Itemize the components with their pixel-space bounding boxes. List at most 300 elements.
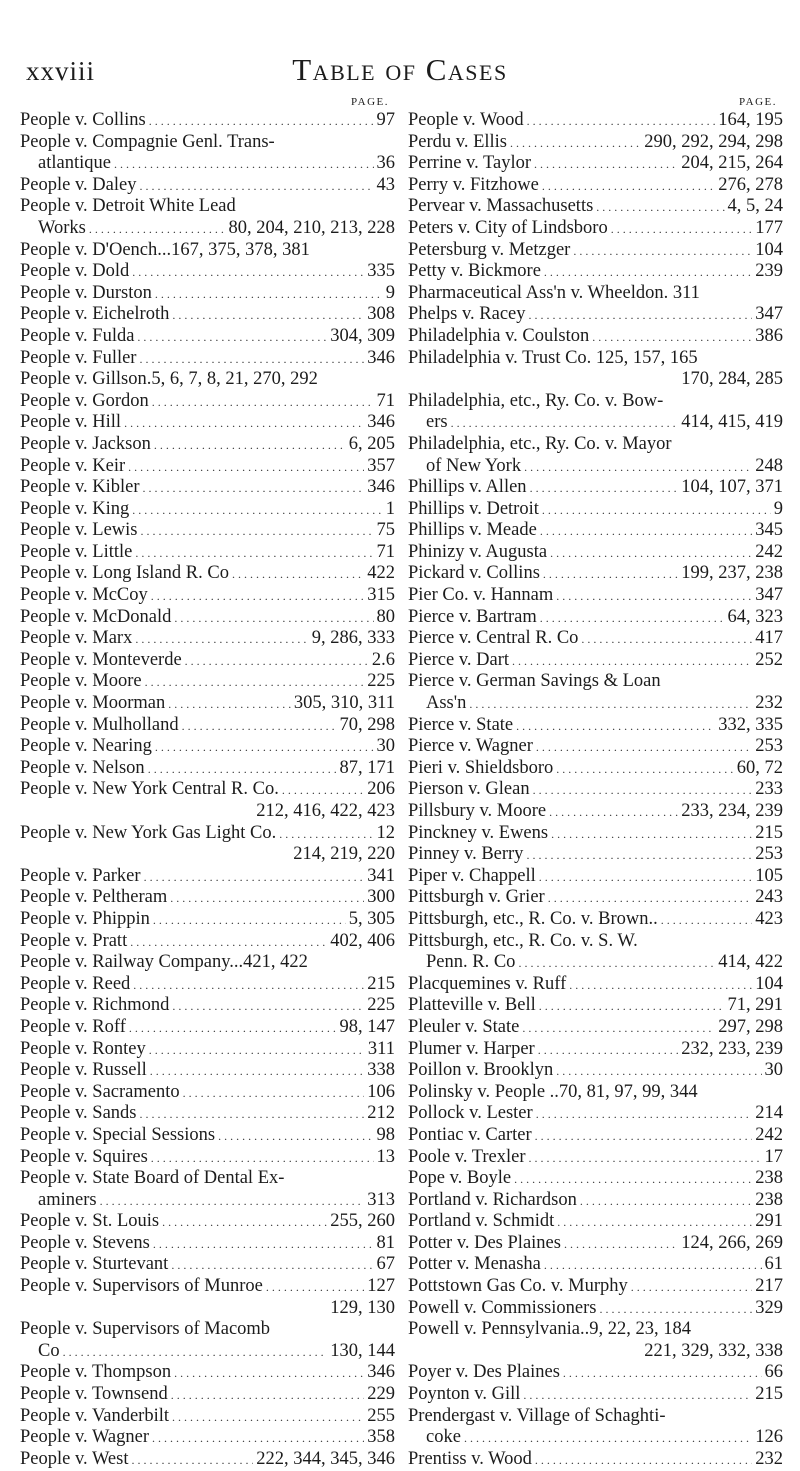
case-entry <box>20 283 395 305</box>
dot-leader <box>631 1276 752 1299</box>
dot-leader <box>132 499 382 522</box>
case-line <box>408 1017 783 1039</box>
page-reference: 164, 195 <box>718 110 783 130</box>
page-reference: 80, 204, 210, 213, 228 <box>228 217 395 238</box>
page-reference: 232, 233, 239 <box>681 1038 783 1059</box>
page-reference: 304, 309 <box>330 325 395 346</box>
case-entry <box>20 1449 395 1471</box>
page-reference: 214 <box>755 1103 783 1124</box>
case-line <box>20 304 395 326</box>
page-reference: 70, 298 <box>339 714 395 735</box>
dot-leader <box>557 1211 752 1234</box>
case-name: Petersburg v. Metzger <box>408 239 571 260</box>
case-line <box>20 671 395 693</box>
case-entry <box>20 585 395 607</box>
dot-leader <box>151 1147 374 1170</box>
page-reference: 204, 215, 264 <box>681 153 783 174</box>
page-reference: 238 <box>755 1168 783 1189</box>
case-name: People v. Nelson <box>20 757 145 778</box>
case-entry <box>20 1103 395 1125</box>
case-name: Pontiac v. Carter <box>408 1124 532 1145</box>
case-entry <box>408 1168 783 1190</box>
case-entry <box>20 1254 395 1276</box>
case-entry <box>408 887 783 909</box>
case-line <box>408 326 783 348</box>
case-line <box>408 758 783 780</box>
case-entry <box>408 1449 783 1471</box>
dot-leader <box>592 326 752 349</box>
page-reference: 329 <box>755 1297 783 1318</box>
case-name: People v. Lewis <box>20 520 138 541</box>
case-line <box>408 391 783 413</box>
case-name: People v. Railway Company...421, 422 <box>20 952 308 973</box>
page-reference: 71, 291 <box>727 995 783 1016</box>
dot-leader <box>153 1233 374 1256</box>
page-reference: 222, 344, 345, 346 <box>256 1448 395 1469</box>
dot-leader <box>282 779 364 802</box>
case-line <box>408 1449 783 1471</box>
dot-leader <box>152 1427 364 1450</box>
dot-leader <box>540 520 752 543</box>
case-line <box>408 1039 783 1061</box>
case-name: People v. Moore <box>20 671 142 692</box>
case-line <box>408 671 783 693</box>
case-line <box>20 542 395 564</box>
case-name: aminers <box>38 1189 97 1210</box>
case-line <box>20 628 395 650</box>
case-line <box>408 650 783 672</box>
case-name: Pittsburgh, etc., R. Co. v. Brown.. <box>408 908 658 929</box>
case-name: Pierce v. Central R. Co <box>408 628 579 649</box>
case-entry <box>20 866 395 888</box>
dot-leader <box>569 974 752 997</box>
dot-leader <box>154 434 346 457</box>
page-reference: 17 <box>764 1146 783 1167</box>
case-line <box>408 1427 783 1449</box>
dot-leader <box>132 261 364 284</box>
case-line <box>408 909 783 931</box>
dot-leader <box>139 348 364 371</box>
dot-leader <box>174 607 373 630</box>
case-line <box>20 348 395 370</box>
case-line <box>408 1319 783 1341</box>
running-header <box>0 40 800 90</box>
dot-leader <box>162 1211 327 1234</box>
page-reference: 311 <box>367 1038 395 1059</box>
case-line <box>408 952 783 974</box>
page-reference: 30 <box>376 736 395 757</box>
case-entry <box>20 1406 395 1428</box>
case-name: People v. Supervisors of Macomb <box>20 1319 271 1340</box>
case-entry <box>408 823 783 845</box>
case-name: atlantique <box>38 153 111 174</box>
case-entry <box>408 736 783 758</box>
case-name: People v. Fuller <box>20 347 137 368</box>
case-entry <box>20 1211 395 1233</box>
case-entry <box>408 1039 783 1061</box>
page-reference: 315 <box>367 585 395 606</box>
case-name: Phinizy v. Augusta <box>408 541 548 562</box>
case-name: People v. Dold <box>20 261 130 282</box>
case-line <box>20 585 395 607</box>
page-reference: 199, 237, 238 <box>681 563 783 584</box>
case-name: People v. Gillson.5, 6, 7, 8, 21, 270, 292 <box>20 369 318 390</box>
dot-leader <box>174 1362 364 1385</box>
case-name: Phillips v. Allen <box>408 477 527 498</box>
case-name: People v. Thompson <box>20 1362 172 1383</box>
case-entry <box>408 801 783 823</box>
case-entry <box>408 1319 783 1362</box>
dot-leader <box>464 1427 752 1450</box>
case-entry <box>20 1427 395 1449</box>
case-entry <box>408 1298 783 1320</box>
case-line <box>20 715 395 737</box>
dot-leader <box>155 736 374 759</box>
case-line <box>20 650 395 672</box>
case-name: People v. Daley <box>20 174 137 195</box>
case-entry <box>408 1147 783 1169</box>
case-entry <box>408 1384 783 1406</box>
dot-leader <box>135 542 373 565</box>
case-entry <box>408 477 783 499</box>
case-line <box>408 866 783 888</box>
case-entry <box>20 650 395 672</box>
case-entry <box>408 132 783 154</box>
dot-leader <box>661 909 752 932</box>
case-line <box>408 823 783 845</box>
case-line <box>20 1319 395 1341</box>
case-name: People v. Long Island R. Co <box>20 563 229 584</box>
case-name: People v. Sacramento <box>20 1081 180 1102</box>
case-name: People v. Kibler <box>20 477 140 498</box>
page-reference: 80 <box>376 606 395 627</box>
case-name: Philadelphia v. Trust Co. 125, 157, 165 <box>408 347 698 368</box>
case-name: Pinney v. Berry <box>408 844 524 865</box>
case-entry <box>20 240 395 262</box>
case-entry <box>20 261 395 283</box>
case-line <box>20 995 395 1017</box>
case-name: People v. Collins <box>20 110 146 130</box>
page-reference: 97 <box>376 110 395 130</box>
page-reference: 300 <box>367 887 395 908</box>
case-name: 170, 284, 285 <box>681 369 783 390</box>
case-line <box>20 175 395 197</box>
case-entry <box>408 520 783 542</box>
case-entry <box>20 499 395 521</box>
case-name: People v. Wagner <box>20 1427 150 1448</box>
page-reference: 332, 335 <box>718 714 783 735</box>
case-entry <box>20 1276 395 1319</box>
case-line <box>20 1449 395 1471</box>
page-reference: 12 <box>376 822 395 843</box>
page-column-label: PAGE. <box>739 96 777 108</box>
dot-leader <box>549 801 678 824</box>
case-name: People v. Nearing <box>20 736 152 757</box>
dot-leader <box>543 563 678 586</box>
case-line <box>408 1233 783 1255</box>
dot-leader <box>599 1298 752 1321</box>
page-reference: 130, 144 <box>330 1340 395 1361</box>
page-reference: 253 <box>755 736 783 757</box>
dot-leader <box>533 779 753 802</box>
dot-leader <box>542 499 771 522</box>
case-name: People v. D'Oench...167, 375, 378, 381 <box>20 239 310 260</box>
dot-leader <box>551 823 752 846</box>
case-name: People v. St. Louis <box>20 1211 160 1232</box>
case-name: Philadelphia v. Coulston <box>408 325 590 346</box>
case-line <box>408 563 783 585</box>
dot-leader <box>168 693 291 716</box>
page-reference: 233, 234, 239 <box>681 801 783 821</box>
case-entry <box>408 1125 783 1147</box>
page-reference: 60, 72 <box>736 757 783 778</box>
dot-leader <box>218 1125 373 1148</box>
case-entry <box>408 715 783 737</box>
case-name: ers <box>426 412 448 433</box>
case-line <box>408 1362 783 1384</box>
page-reference: 242 <box>755 1124 783 1145</box>
page-reference: 36 <box>376 153 395 174</box>
dot-leader <box>171 1254 373 1277</box>
page-reference: 106 <box>367 1081 395 1102</box>
case-entry <box>20 758 395 780</box>
case-entry <box>20 779 395 822</box>
case-name: Portland v. Schmidt <box>408 1211 555 1232</box>
case-entry <box>408 196 783 218</box>
case-name: coke <box>426 1427 461 1448</box>
dot-leader <box>149 110 374 133</box>
case-line <box>20 283 395 305</box>
case-line <box>20 326 395 348</box>
case-entry <box>20 693 395 715</box>
page-reference: 341 <box>367 865 395 886</box>
case-line <box>408 736 783 758</box>
page-reference: 87, 171 <box>339 757 395 778</box>
page-reference: 346 <box>367 347 395 368</box>
case-name: Penn. R. Co <box>426 952 516 973</box>
case-entry <box>408 1211 783 1233</box>
case-entry <box>408 995 783 1017</box>
dot-leader <box>510 132 641 155</box>
case-name: People v. McDonald <box>20 606 172 627</box>
case-line <box>408 931 783 953</box>
case-entry <box>20 196 395 239</box>
case-entry <box>408 434 783 477</box>
case-entry <box>408 542 783 564</box>
dot-leader <box>128 456 364 479</box>
case-name: Pervear v. Massachusetts <box>408 196 594 217</box>
case-name: People v. Supervisors of Munroe <box>20 1276 263 1297</box>
dot-leader <box>469 693 752 716</box>
case-entry <box>408 1362 783 1384</box>
page-reference: 305, 310, 311 <box>293 693 395 714</box>
case-entry <box>20 175 395 197</box>
dot-leader <box>529 1147 762 1170</box>
page-reference: 276, 278 <box>718 174 783 195</box>
page-reference: 4, 5, 24 <box>727 196 783 217</box>
dot-leader <box>535 1449 752 1471</box>
case-line <box>20 1406 395 1428</box>
case-name: Pittsburgh v. Grier <box>408 887 545 908</box>
dot-leader <box>540 607 725 630</box>
page-reference: 357 <box>367 455 395 476</box>
case-entry <box>20 823 395 866</box>
dot-leader <box>266 1276 364 1299</box>
dot-leader <box>155 283 383 306</box>
case-entry <box>408 175 783 197</box>
case-name: Powell v. Commissioners <box>408 1297 597 1318</box>
page-reference: 239 <box>755 261 783 282</box>
case-line <box>408 283 783 305</box>
case-name: Perry v. Fitzhowe <box>408 174 539 195</box>
case-line <box>20 563 395 585</box>
case-line <box>408 261 783 283</box>
case-line <box>20 110 395 132</box>
case-line <box>408 628 783 650</box>
dot-leader <box>150 1060 364 1083</box>
case-line <box>20 1190 395 1212</box>
page-reference: 98, 147 <box>339 1016 395 1037</box>
case-name: People v. Reed <box>20 973 131 994</box>
left-column <box>20 94 395 1470</box>
case-name: People v. New York Gas Light Co. <box>20 822 277 843</box>
dot-leader <box>538 1039 679 1062</box>
case-line <box>408 240 783 262</box>
case-line <box>20 1427 395 1449</box>
dot-leader <box>144 866 365 889</box>
case-name: Pleuler v. State <box>408 1016 520 1037</box>
page-reference: 232 <box>755 693 783 714</box>
dot-leader <box>141 520 374 543</box>
case-entry <box>408 1103 783 1125</box>
case-name: Pier Co. v. Hannam <box>408 585 554 606</box>
case-name: Platteville v. Bell <box>408 995 536 1016</box>
case-line <box>408 456 783 478</box>
case-entry <box>408 348 783 391</box>
case-line <box>20 736 395 758</box>
page-reference: 346 <box>367 477 395 498</box>
dot-leader <box>131 1449 253 1471</box>
case-entry <box>408 240 783 262</box>
dot-leader <box>133 974 364 997</box>
page-reference: 423 <box>755 908 783 929</box>
case-name: People v. Pratt <box>20 930 128 951</box>
case-name: People v. Eichelroth <box>20 304 170 325</box>
page-reference: 71 <box>376 541 395 562</box>
page-reference: 225 <box>367 995 395 1016</box>
case-line <box>408 369 783 391</box>
page-reference: 43 <box>376 174 395 195</box>
dot-leader <box>530 477 679 500</box>
dot-leader <box>153 909 346 932</box>
case-entry <box>20 456 395 478</box>
dot-leader <box>522 1017 715 1040</box>
case-name: People v. Fulda <box>20 325 135 346</box>
case-entry <box>20 671 395 693</box>
case-entry <box>20 715 395 737</box>
case-name: People v. Roff <box>20 1016 126 1037</box>
case-name: Pierce v. Dart <box>408 649 510 670</box>
case-line <box>20 412 395 434</box>
case-name: of New York <box>426 455 522 476</box>
case-line <box>20 196 395 218</box>
case-entry <box>20 1362 395 1384</box>
page-reference: 126 <box>755 1427 783 1448</box>
dot-leader <box>129 1017 337 1040</box>
dot-leader <box>539 995 725 1018</box>
case-entry <box>20 1233 395 1255</box>
page-reference: 242 <box>755 541 783 562</box>
case-line <box>408 196 783 218</box>
page-title: Table of Cases <box>292 52 508 87</box>
case-name: People v. Jackson <box>20 433 151 454</box>
case-entry <box>20 304 395 326</box>
page-reference: 345 <box>755 520 783 541</box>
case-entry <box>20 909 395 931</box>
dot-leader <box>182 715 337 738</box>
case-line <box>408 715 783 737</box>
dot-leader <box>151 585 364 608</box>
case-line <box>20 261 395 283</box>
case-line <box>20 693 395 715</box>
page-reference: 71 <box>376 390 395 411</box>
case-line <box>408 348 783 370</box>
case-line <box>408 607 783 629</box>
dot-leader <box>539 866 752 889</box>
case-name: Poynton v. Gill <box>408 1384 521 1405</box>
dot-leader <box>573 240 752 263</box>
case-name: People v. Richmond <box>20 995 170 1016</box>
page-reference: 291 <box>755 1211 783 1232</box>
case-line <box>408 693 783 715</box>
case-line <box>20 607 395 629</box>
page-reference: 177 <box>755 217 783 238</box>
case-entry <box>408 974 783 996</box>
dot-leader <box>170 887 364 910</box>
case-line <box>408 110 783 132</box>
dot-leader <box>536 736 752 759</box>
case-line <box>408 1125 783 1147</box>
case-entry <box>408 1233 783 1255</box>
case-line <box>20 218 395 240</box>
page-number: xxviii <box>26 56 96 86</box>
case-entry <box>20 1125 395 1147</box>
case-name: People v. Special Sessions <box>20 1124 216 1145</box>
case-entry <box>408 1017 783 1039</box>
case-line <box>20 779 395 801</box>
case-line <box>408 1254 783 1276</box>
dot-leader <box>548 887 753 910</box>
dot-leader <box>232 563 364 586</box>
dot-leader <box>130 931 327 954</box>
page-reference: 13 <box>376 1146 395 1167</box>
case-line <box>20 1362 395 1384</box>
case-line <box>20 1147 395 1169</box>
page-reference: 5, 305 <box>348 908 395 929</box>
case-entry <box>20 974 395 996</box>
dot-leader <box>512 650 752 673</box>
case-line <box>408 542 783 564</box>
case-line <box>408 585 783 607</box>
dot-leader <box>124 412 364 435</box>
page-reference: 9 <box>773 498 783 519</box>
dot-leader <box>89 218 226 241</box>
page-reference: 66 <box>764 1362 783 1383</box>
case-entry <box>20 952 395 974</box>
case-entry <box>20 110 395 132</box>
page-reference: 215 <box>755 1384 783 1405</box>
case-name: Perdu v. Ellis <box>408 131 508 152</box>
